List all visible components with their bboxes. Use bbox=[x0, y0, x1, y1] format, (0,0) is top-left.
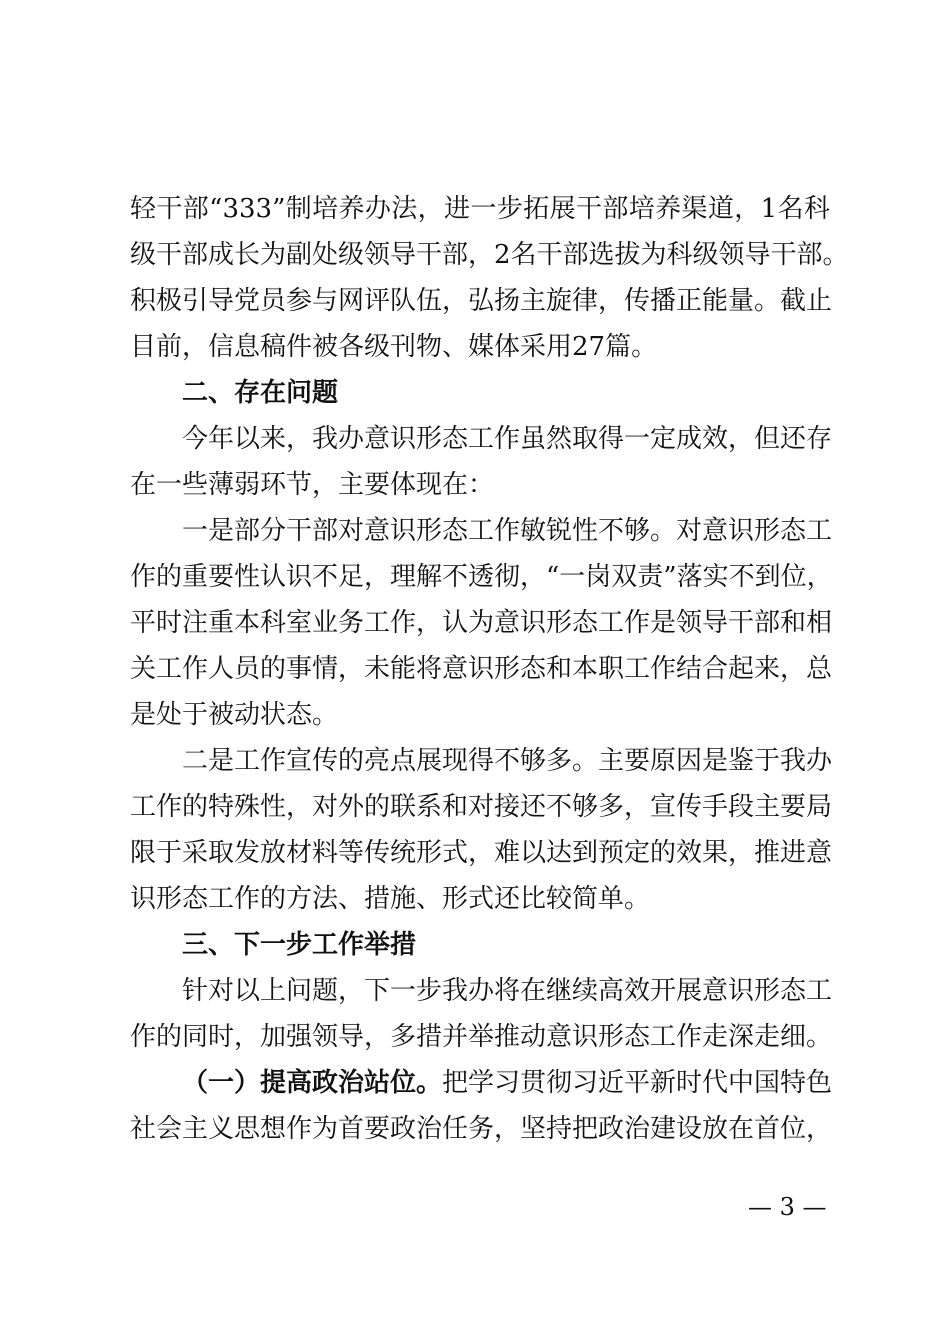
paragraph-2-line-1: 今年以来，我办意识形态工作虽然取得一定成效，但还存 bbox=[182, 424, 833, 454]
paragraph-5-line-2: 作的同时，加强领导，多措并举推动意识形态工作走深走细。 bbox=[130, 1022, 833, 1052]
paragraph-4-line-4: 识形态工作的方法、措施、形式还比较简单。 bbox=[130, 884, 651, 914]
paragraph-4-line-2: 工作的特殊性，对外的联系和对接还不够多，宣传手段主要局 bbox=[130, 792, 833, 822]
paragraph-6-line-1 bbox=[130, 1060, 833, 1106]
paragraph-5-line-1: 针对以上问题，下一步我办将在继续高效开展意识形态工 bbox=[182, 976, 833, 1006]
page-number: — 3 — bbox=[748, 1193, 827, 1221]
paragraph-4-line-3: 限于采取发放材料等传统形式，难以达到预定的效果，推进意 bbox=[130, 838, 833, 868]
paragraph-1-line-3: 积极引导党员参与网评队伍，弘扬主旋律，传播正能量。截止 bbox=[130, 286, 833, 316]
section-heading-next-steps: 三、下一步工作举措 bbox=[182, 930, 417, 960]
paragraph-3-line-1: 一是部分干部对意识形态工作敏锐性不够。对意识形态工 bbox=[182, 516, 833, 546]
paragraph-1-line-2: 级干部成长为副处级领导干部，2名干部选拔为科级领导干部。 bbox=[130, 240, 849, 270]
subsection-lead: （一）提高政治站位。 bbox=[182, 1068, 443, 1098]
paragraph-3-line-3: 平时注重本科室业务工作，认为意识形态工作是领导干部和相 bbox=[130, 608, 833, 638]
paragraph-3-line-5: 是处于被动状态。 bbox=[130, 700, 339, 730]
paragraph-1-line-1: 轻干部“333”制培养办法，进一步拓展干部培养渠道，1名科 bbox=[130, 194, 830, 224]
body-text bbox=[130, 186, 849, 1152]
paragraph-4-line-1: 二是工作宣传的亮点展现得不够多。主要原因是鉴于我办 bbox=[182, 746, 833, 776]
paragraph-6-line-2: 社会主义思想作为首要政治任务，坚持把政治建设放在首位， bbox=[130, 1114, 833, 1144]
paragraph-3-line-2: 作的重要性认识不足，理解不透彻，“一岗双责”落实不到位， bbox=[130, 562, 833, 592]
paragraph-6-line-1-text: 把学习贯彻习近平新时代中国特色 bbox=[442, 1068, 833, 1098]
paragraph-2-line-2: 在一些薄弱环节，主要体现在： bbox=[130, 470, 495, 500]
paragraph-1-line-4: 目前，信息稿件被各级刊物、媒体采用27篇。 bbox=[130, 332, 658, 362]
section-heading-problems: 二、存在问题 bbox=[182, 378, 339, 408]
paragraph-3-line-4: 关工作人员的事情，未能将意识形态和本职工作结合起来，总 bbox=[130, 654, 833, 684]
